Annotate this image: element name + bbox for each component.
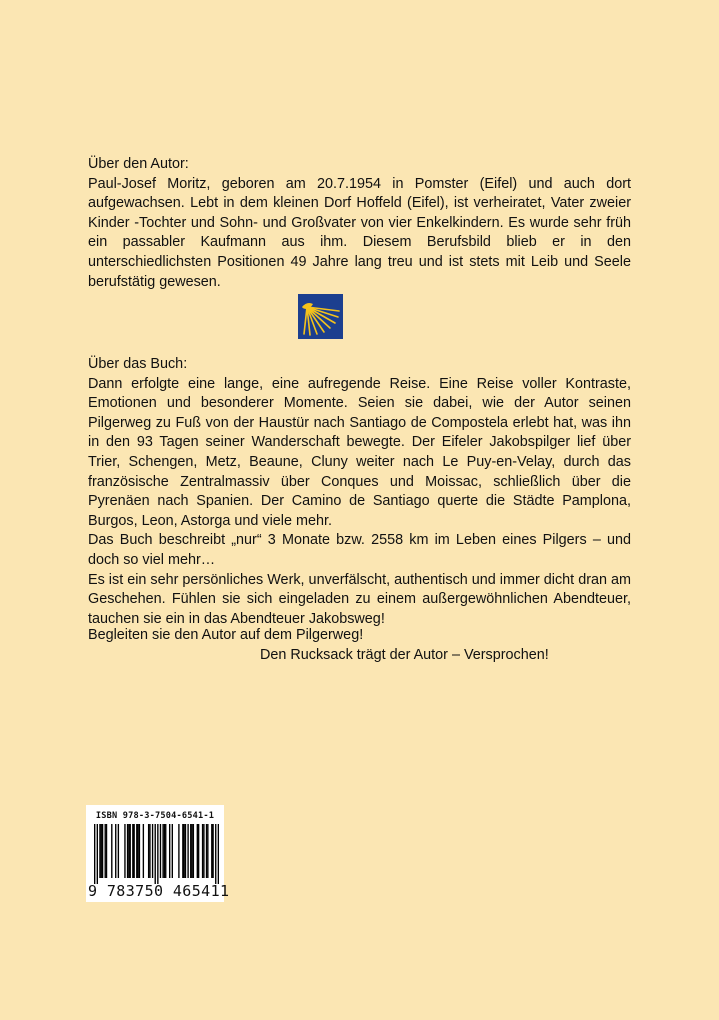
- author-section: [88, 155, 631, 292]
- barcode-bar: [99, 824, 100, 878]
- barcode-bar: [197, 824, 198, 878]
- barcode-bar: [202, 824, 203, 878]
- ean-digits: 9 783750 465411: [88, 882, 230, 900]
- barcode-bar: [152, 824, 153, 878]
- barcode-bar: [148, 824, 149, 878]
- barcode-bar: [172, 824, 173, 878]
- barcode-bar: [149, 824, 150, 878]
- scallop-shell-svg: [298, 294, 343, 339]
- barcode-bar: [183, 824, 184, 878]
- barcode-bar: [212, 824, 213, 878]
- book-section: [88, 355, 631, 629]
- barcode-bar: [130, 824, 131, 878]
- barcode-bar: [118, 824, 119, 878]
- barcode-bar: [94, 824, 95, 884]
- barcode-bar: [190, 824, 191, 878]
- book-paragraph-1: Dann erfolgte eine lange, eine aufregende Reise. Eine Reise voller Kontraste, Emotionen und besonderer Momente. Seien sie dabei, wie der Autor seinen Pilgerweg zu Fuß von der Haustür nach Santiago de Compostela erlebt hat, was ihn in den 93 Tagen seiner Wanderschaft bewegte. Der Eifeler Jakobspilger lief über Trier, Schengen, Metz, Beaune, Cluny weiter nach Le Puy-en-Velay, durch das französische Zentralmassiv über Conques und Moissac, schließlich über die Pyrenäen nach Spanien. Der Camino de Santiago querte die Städte Pamplona, Burgos, Leon, Astorga und viele mehr.: [88, 375, 631, 529]
- closing-line-2: Den Rucksack trägt der Autor – Versprochen!: [260, 646, 549, 663]
- barcode-bar: [105, 824, 106, 878]
- barcode-bar: [203, 824, 204, 878]
- author-bio: Paul-Josef Moritz, geboren am 20.7.1954 in Pomster (Eifel) und auch dort aufgewachsen. Lebt in dem kleinen Dorf Hoffeld (Eifel), ist verheiratet, Vater zweier Kinder -Tochter und Sohn- und Großvater von vier Enkelkindern. Es wurde sehr früh ein passabler Kaufmann aus ihm. Diesem Berufsbild blieb er in den unterschiedlichsten Positionen 49 Jahre lang treu und ist stets mit Leib und Seele berufstätig gewesen.: [88, 175, 631, 290]
- scallop-shell-icon: [298, 294, 343, 339]
- isbn-barcode: [86, 805, 230, 902]
- author-heading: Über den Autor:: [88, 156, 189, 172]
- book-paragraph-3: Es ist ein sehr persönliches Werk, unverfälscht, authentisch und immer dicht dran am Geschehen. Fühlen sie sich eingeladen zu einem außergewöhnlichen Abendteuer, tauchen sie ein in das Abendteuer Jakobsweg!: [88, 571, 631, 627]
- barcode-bar: [193, 824, 194, 878]
- barcode-bar: [185, 824, 186, 878]
- barcode-bar: [198, 824, 199, 878]
- barcode-bar: [169, 824, 170, 878]
- barcode-bar: [218, 824, 219, 884]
- closing-section: [88, 626, 631, 665]
- barcode-bar: [157, 824, 158, 884]
- barcode-bar: [128, 824, 129, 878]
- barcode-bar: [132, 824, 133, 878]
- barcode-bar: [102, 824, 103, 878]
- barcode-bar: [160, 824, 161, 878]
- barcode-bar: [136, 824, 137, 878]
- barcode-bar: [124, 824, 125, 878]
- barcode-bar: [137, 824, 138, 878]
- barcode-bar: [178, 824, 179, 878]
- barcode-bar: [215, 824, 216, 884]
- barcode-bar: [101, 824, 102, 878]
- barcode-bar: [143, 824, 144, 878]
- barcode-bar: [187, 824, 188, 878]
- isbn-label: ISBN 978-3-7504-6541-1: [95, 811, 215, 821]
- barcode-bar: [111, 824, 112, 878]
- book-heading: Über das Buch:: [88, 356, 188, 372]
- barcode-bar: [191, 824, 192, 878]
- barcode-bar: [162, 824, 163, 878]
- barcode-bar: [127, 824, 128, 878]
- barcode-bar: [115, 824, 116, 878]
- barcode-bar: [165, 824, 166, 878]
- barcode-bar: [164, 824, 165, 878]
- barcode-bar: [207, 824, 208, 878]
- barcode-bar: [206, 824, 207, 878]
- barcode-bar: [97, 824, 98, 884]
- barcode-bar: [139, 824, 140, 878]
- barcode-bar: [106, 824, 107, 878]
- book-paragraph-2: Das Buch beschreibt „nur“ 3 Monate bzw. 2558 km im Leben eines Pilgers – und doch so viel mehr…: [88, 532, 631, 568]
- barcode-bar: [182, 824, 183, 878]
- barcode-bar: [211, 824, 212, 878]
- barcode-bar: [133, 824, 134, 878]
- barcode-bar: [155, 824, 156, 884]
- closing-line-1: Begleiten sie den Autor auf dem Pilgerweg!: [88, 627, 364, 643]
- barcode-bars: [94, 824, 219, 884]
